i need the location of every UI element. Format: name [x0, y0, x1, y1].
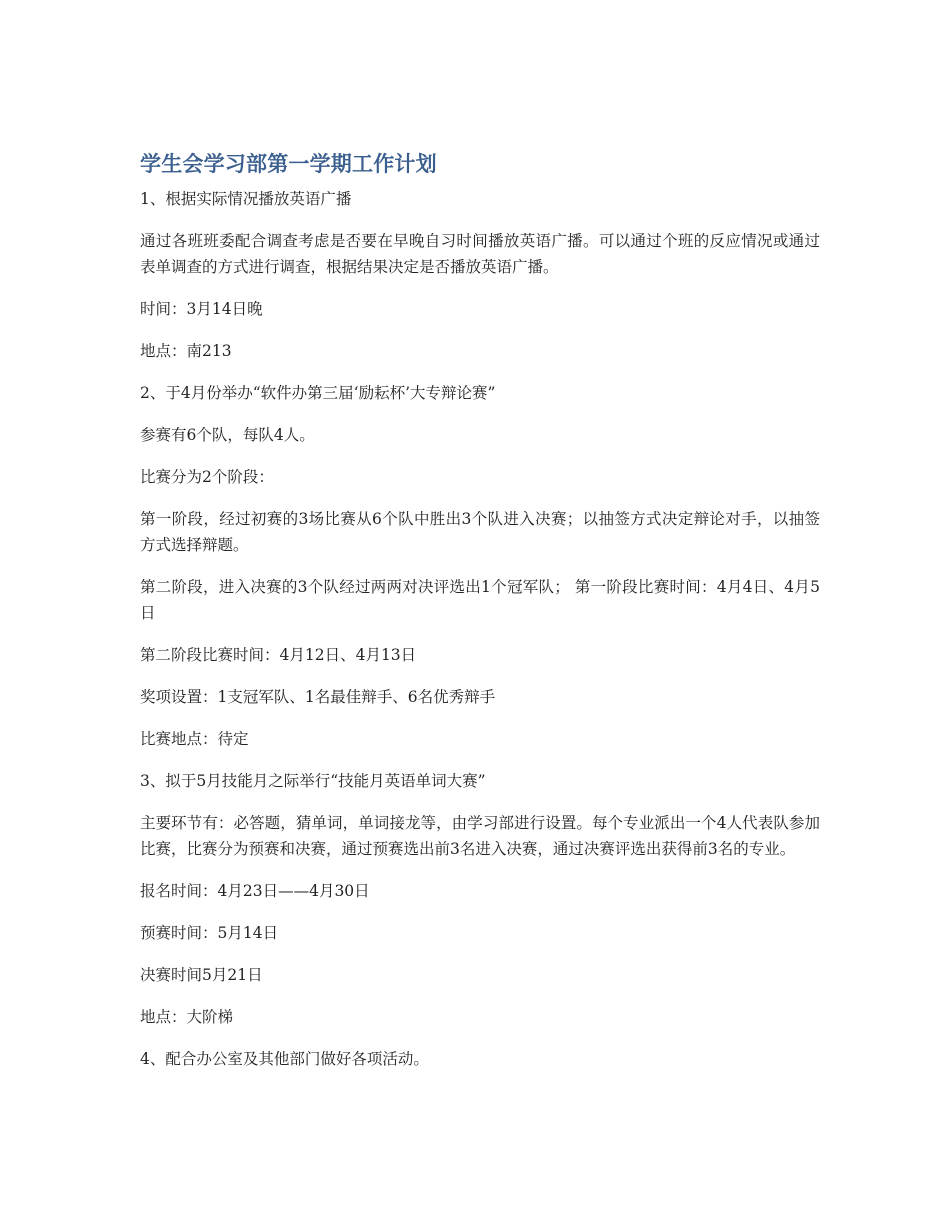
paragraph: 奖项设置：1支冠军队、1名最佳辩手、6名优秀辩手	[140, 688, 496, 706]
paragraph: 决赛时间5月21日	[140, 966, 263, 984]
paragraph: 比赛分为2个阶段：	[140, 468, 274, 486]
document-page	[140, 148, 820, 1088]
section-heading-3: 3、拟于5月技能月之际举行“技能月英语单词大赛”	[140, 772, 486, 790]
paragraph: 第二阶段，进入决赛的3个队经过两两对决评选出1个冠军队； 第一阶段比赛时间：4月4日、4月5日	[140, 578, 820, 622]
paragraph: 比赛地点：待定	[140, 730, 249, 748]
paragraph: 时间：3月14日晚	[140, 300, 263, 318]
paragraph: 第二阶段比赛时间：4月12日、4月13日	[140, 646, 417, 664]
paragraph: 地点：大阶梯	[140, 1008, 234, 1026]
section-heading-4: 4、配合办公室及其他部门做好各项活动。	[140, 1050, 429, 1068]
paragraph: 主要环节有：必答题，猜单词，单词接龙等，由学习部进行设置。每个专业派出一个4人代表队参加比赛，比赛分为预赛和决赛，通过预赛选出前3名进入决赛，通过决赛评选出获得前3名的专业。	[140, 814, 820, 858]
paragraph: 报名时间：4月23日——4月30日	[140, 882, 370, 900]
paragraph: 地点：南213	[140, 342, 232, 360]
paragraph: 参赛有6个队，每队4人。	[140, 426, 315, 444]
document-title: 学生会学习部第一学期工作计划	[140, 152, 437, 176]
paragraph: 通过各班班委配合调查考虑是否要在早晚自习时间播放英语广播。可以通过个班的反应情况或通过表单调查的方式进行调查，根据结果决定是否播放英语广播。	[140, 232, 820, 276]
section-heading-1: 1、根据实际情况播放英语广播	[140, 190, 352, 208]
paragraph: 第一阶段，经过初赛的3场比赛从6个队中胜出3个队进入决赛；以抽签方式决定辩论对手，以抽签方式选择辩题。	[140, 510, 820, 554]
paragraph: 预赛时间：5月14日	[140, 924, 279, 942]
section-heading-2: 2、于4月份举办“软件办第三届‘励耘杯’大专辩论赛”	[140, 384, 496, 402]
